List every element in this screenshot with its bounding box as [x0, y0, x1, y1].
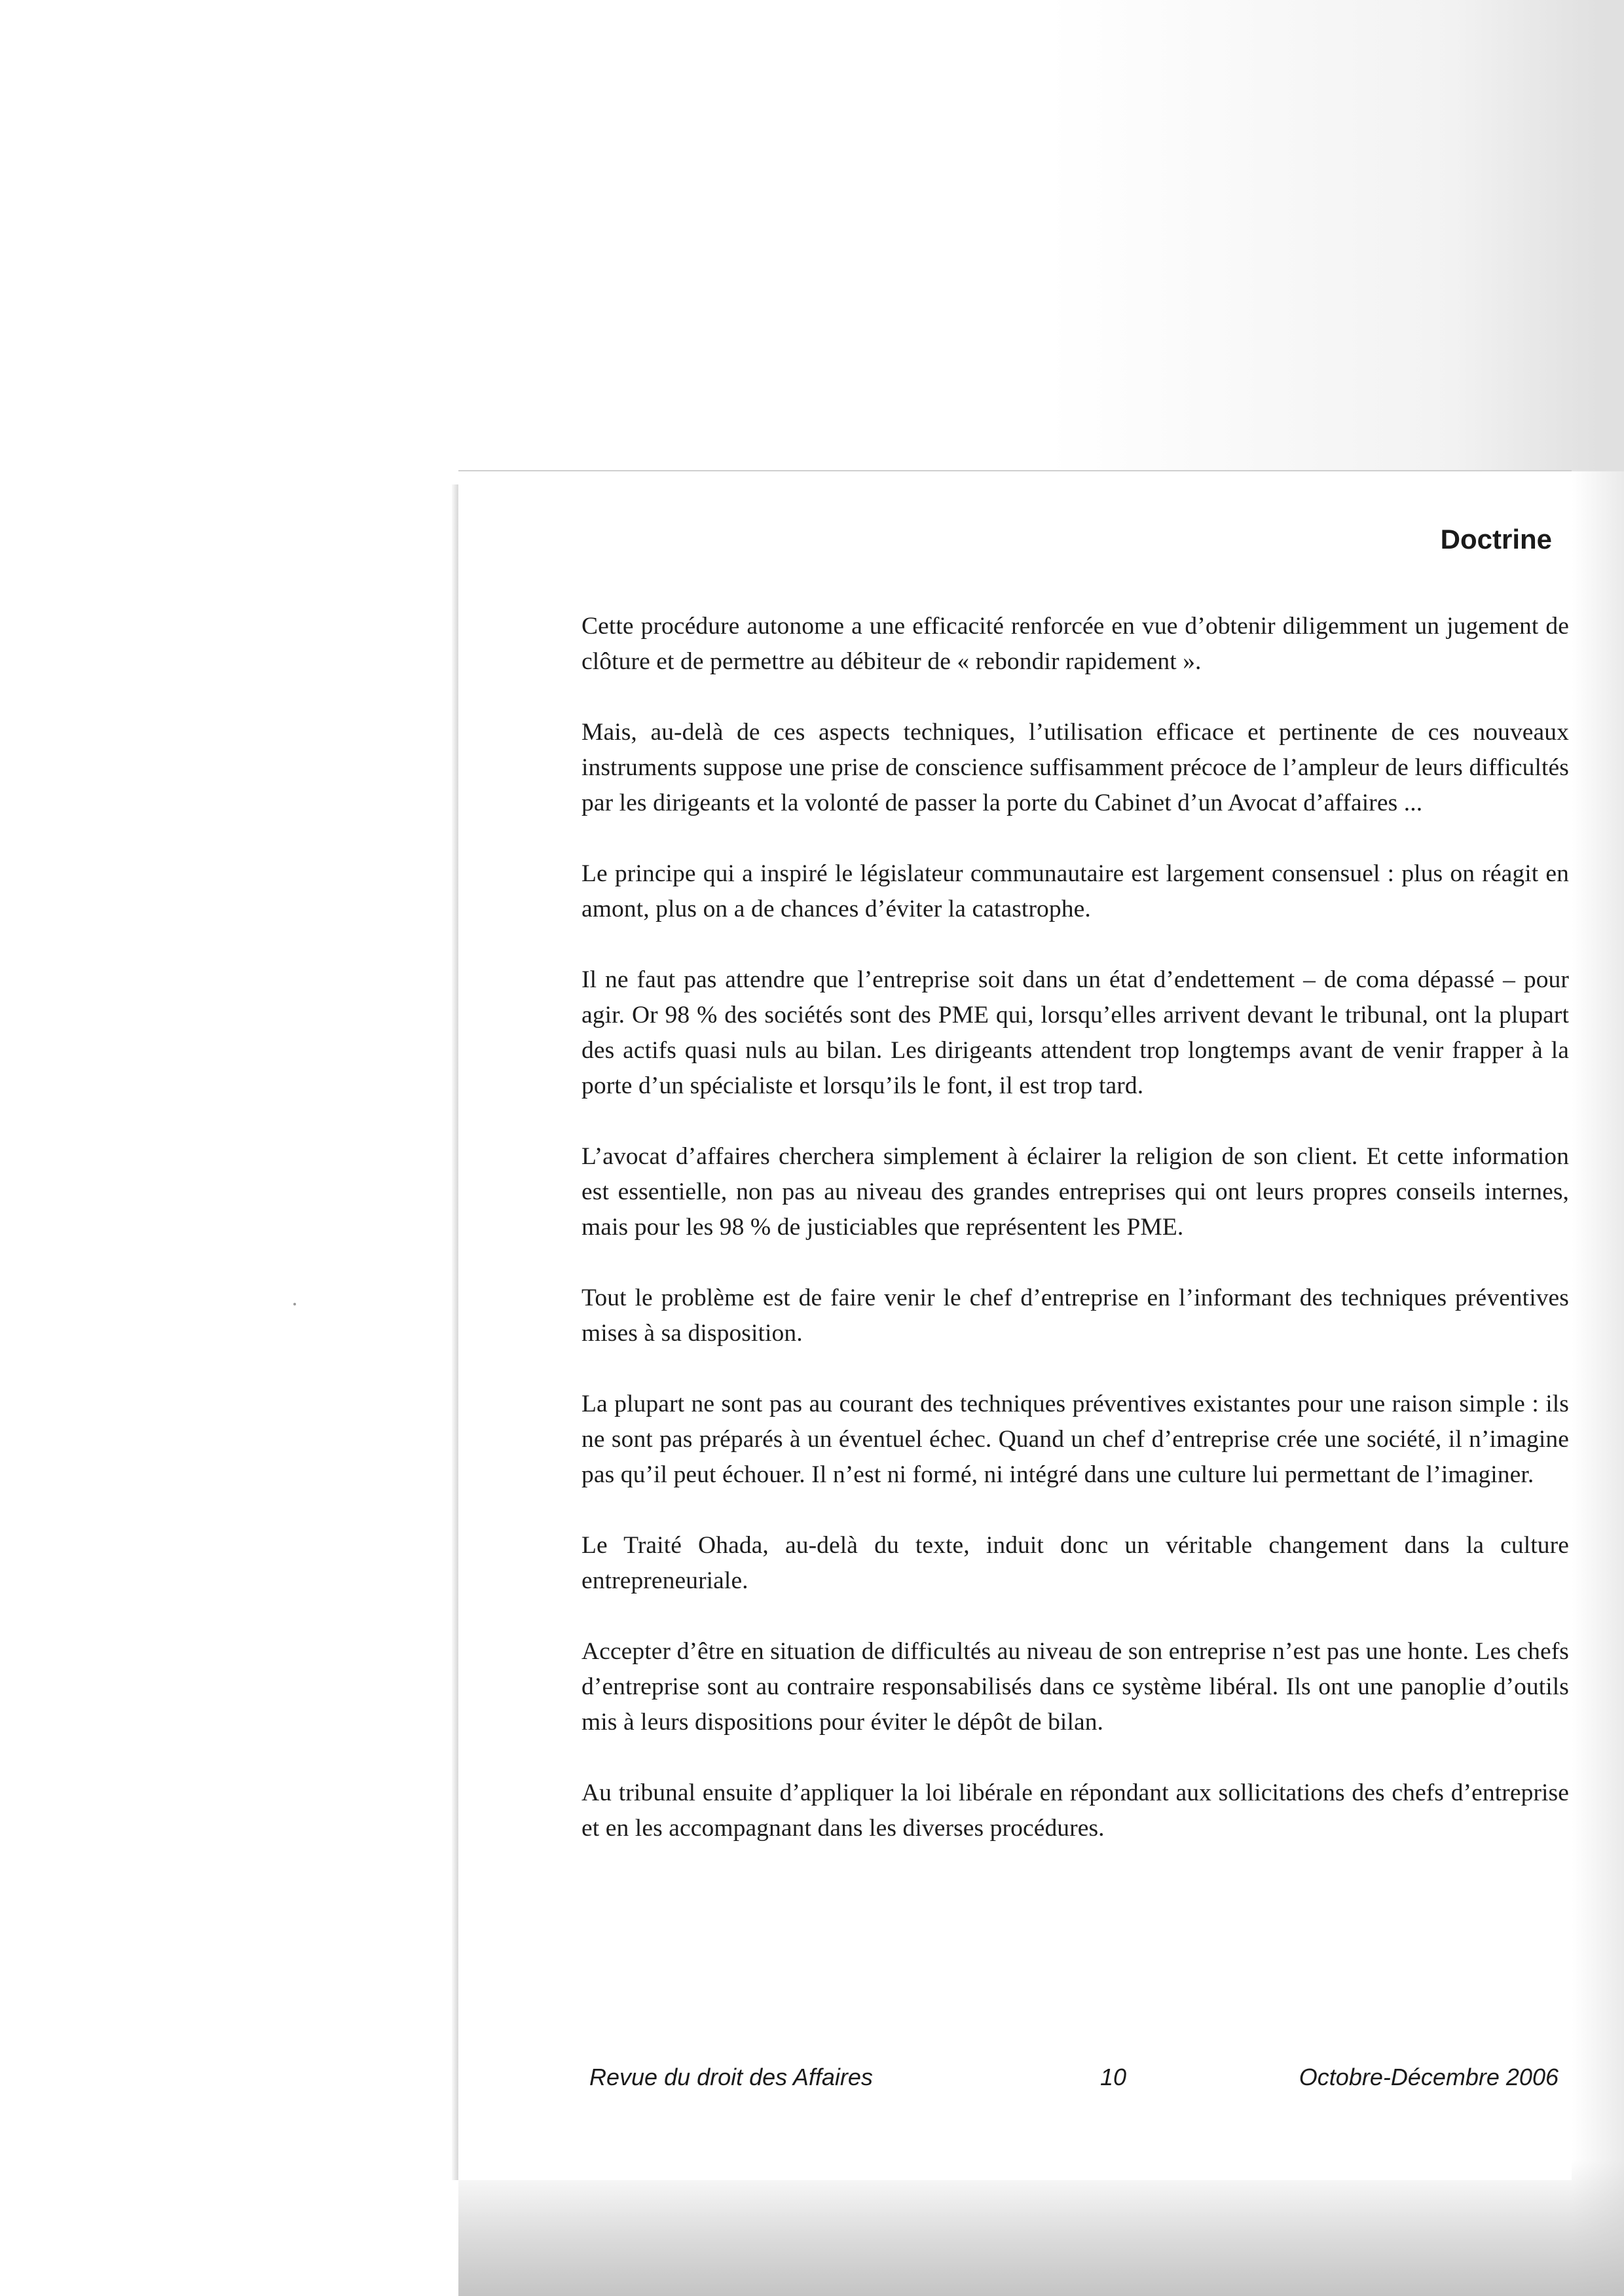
- scan-speck: [293, 1303, 296, 1305]
- paragraph: Il ne faut pas attendre que l’entreprise soit dans un état d’endettement – de coma dépassé – pour agir. Or 98 % des sociétés sont des PME qui, lorsqu’elles arrivent devant le tribunal, ont la plupart des actifs quasi nuls au bilan. Les dirigeants attendent trop longtemps avant de venir frapper à la porte d’un spécialiste et lorsqu’ils le font, il est trop tard.: [581, 966, 1569, 1099]
- issue-date: Octobre-Décembre 2006: [1299, 2064, 1559, 2090]
- paragraph: Le principe qui a inspiré le législateur communautaire est largement consensuel : plus on réagit en amont, plus on a de chances d’éviter la catastrophe.: [581, 860, 1569, 922]
- journal-title: Revue du droit des Affaires: [589, 2064, 873, 2090]
- scan-shadow-top: [1048, 0, 1624, 471]
- paragraph: Mais, au-delà de ces aspects techniques, l’utilisation efficace et pertinente de ces nouveaux instruments suppose une prise de conscience suffisamment précoce de l’ampleur de leurs difficultés par les dirigeants et la volonté de passer la porte du Cabinet d’un Avocat d’affaires ...: [581, 719, 1569, 816]
- article-body: [581, 609, 1569, 1882]
- page-number: 10: [1099, 2064, 1127, 2090]
- scan-shadow-right: [1572, 0, 1624, 2296]
- page-footer: [589, 2064, 1559, 2096]
- section-header: Doctrine: [1440, 524, 1552, 555]
- scan-shadow-bottom: [458, 2160, 1624, 2296]
- paragraph: Accepter d’être en situation de difficultés au niveau de son entreprise n’est pas une honte. Les chefs d’entreprise sont au contraire responsabilisés dans ce système libéral. Ils ont une panoplie d’outils mis à leurs dispositions pour éviter le dépôt de bilan.: [581, 1638, 1569, 1736]
- paragraph: Le Traité Ohada, au-delà du texte, induit donc un véritable changement dans la culture entrepreneuriale.: [581, 1532, 1569, 1594]
- paragraph: La plupart ne sont pas au courant des techniques préventives existantes pour une raison simple : ils ne sont pas préparés à un éventuel échec. Quand un chef d’entreprise crée une société, il n’imagine pas qu’il peut échouer. Il n’est ni formé, ni intégré dans une culture lui permettant de l’imaginer.: [581, 1391, 1569, 1488]
- paragraph: Au tribunal ensuite d’appliquer la loi libérale en répondant aux sollicitations des chefs d’entreprise et en les accompagnant dans les diverses procédures.: [581, 1779, 1569, 1842]
- paragraph: L’avocat d’affaires cherchera simplement à éclairer la religion de son client. Et cette information est essentielle, non pas au niveau des grandes entreprises qui ont leurs propres conseils internes, mais pour les 98 % de justiciables que représentent les PME.: [581, 1143, 1569, 1241]
- paragraph: Tout le problème est de faire venir le chef d’entreprise en l’informant des techniques préventives mises à sa disposition.: [581, 1285, 1569, 1347]
- paragraph: Cette procédure autonome a une efficacité renforcée en vue d’obtenir diligemment un jugement de clôture et de permettre au débiteur de « rebondir rapidement ».: [581, 613, 1569, 675]
